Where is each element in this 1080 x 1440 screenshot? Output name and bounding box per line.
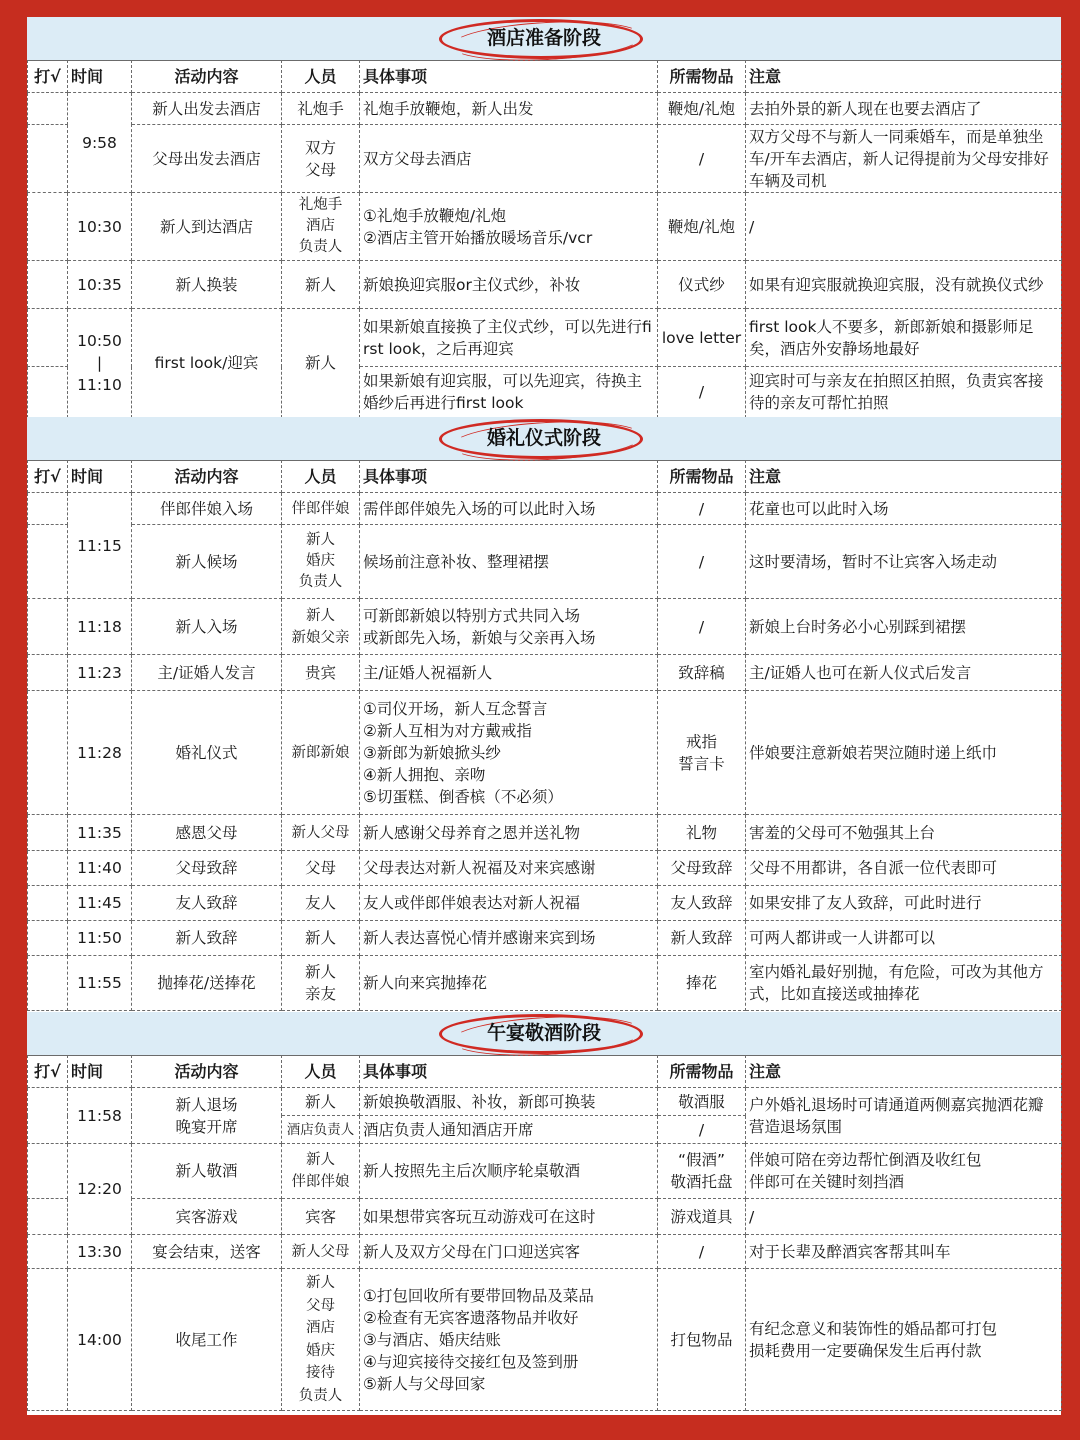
items-cell: 鞭炮/礼炮 [658,93,746,125]
activity-cell: 友人致辞 [132,886,282,921]
time-cell: 13:30 [68,1235,132,1269]
detail-cell: 新娘换迎宾服or主仪式纱，补妆 [360,261,658,309]
header-person: 人员 [282,1056,360,1088]
table-row [28,261,1062,309]
table-row [28,525,1062,599]
note-cell: 主/证婚人也可在新人仪式后发言 [746,655,1062,691]
time-cell: 11:18 [68,599,132,655]
items-cell: 捧花 [658,956,746,1011]
person-cell: 新人 婚庆 负责人 [282,525,360,599]
items-cell: / [658,493,746,525]
detail-cell: 酒店负责人通知酒店开席 [360,1116,658,1144]
activity-cell: first look/迎宾 [132,309,282,418]
activity-cell: 宴会结束，送客 [132,1235,282,1269]
activity-cell: 父母致辞 [132,851,282,886]
detail-cell: 新人及双方父母在门口迎送宾客 [360,1235,658,1269]
note-cell: 父母不用都讲，各自派一位代表即可 [746,851,1062,886]
note-cell: 新娘上台时务必小心别踩到裙摆 [746,599,1062,655]
items-cell: 友人致辞 [658,886,746,921]
table-row [28,691,1062,815]
items-cell: / [658,525,746,599]
person-cell: 新人 [282,309,360,418]
activity-cell: 主/证婚人发言 [132,655,282,691]
person-cell: 友人 [282,886,360,921]
person-cell: 礼炮手 酒店 负责人 [282,193,360,261]
header-activity: 活动内容 [132,461,282,493]
section-title: 午宴敬酒阶段 [486,1022,601,1044]
table-header-row [28,461,1062,493]
checkbox-cell[interactable] [28,655,68,691]
checkbox-cell[interactable] [28,1144,68,1199]
checkbox-cell[interactable] [28,193,68,261]
checkbox-cell[interactable] [28,1269,68,1411]
person-cell: 贵宾 [282,655,360,691]
header-note: 注意 [746,461,1062,493]
detail-cell: 可新郎新娘以特别方式共同入场 或新郎先入场，新娘与父亲再入场 [360,599,658,655]
activity-cell: 新人入场 [132,599,282,655]
table-row [28,193,1062,261]
header-detail: 具体事项 [360,61,658,93]
table-row [28,851,1062,886]
detail-cell: 新人感谢父母养育之恩并送礼物 [360,815,658,851]
items-cell: 致辞稿 [658,655,746,691]
time-cell: 11:40 [68,851,132,886]
table-row [28,599,1062,655]
items-cell: 父母致辞 [658,851,746,886]
detail-cell: ①司仪开场，新人互念誓言 ②新人互相为对方戴戒指 ③新郎为新娘掀头纱 ④新人拥抱、亲吻 ⑤切蛋糕、倒香槟（不必须） [360,691,658,815]
person-cell: 新人 亲友 [282,956,360,1011]
note-cell: / [746,1199,1062,1235]
hotel-stage-table [27,60,1062,418]
person-cell: 父母 [282,851,360,886]
activity-cell: 父母出发去酒店 [132,125,282,193]
items-cell: 鞭炮/礼炮 [658,193,746,261]
items-cell: 打包物品 [658,1269,746,1411]
table-row [28,1199,1062,1235]
checkbox-cell[interactable] [28,1235,68,1269]
note-cell: 花童也可以此时入场 [746,493,1062,525]
note-cell: 如果有迎宾服就换迎宾服，没有就换仪式纱 [746,261,1062,309]
items-cell: 游戏道具 [658,1199,746,1235]
detail-cell: ①礼炮手放鞭炮/礼炮 ②酒店主管开始播放暖场音乐/vcr [360,193,658,261]
table-row [28,1269,1062,1411]
items-cell: / [658,367,746,418]
activity-cell: 新人候场 [132,525,282,599]
time-cell: 11:50 [68,921,132,956]
header-activity: 活动内容 [132,1056,282,1088]
items-cell: 戒指 誓言卡 [658,691,746,815]
person-cell: 新人 伴郎伴娘 [282,1144,360,1199]
detail-cell: 双方父母去酒店 [360,125,658,193]
time-cell: 11:28 [68,691,132,815]
detail-cell: 礼炮手放鞭炮，新人出发 [360,93,658,125]
checkbox-cell[interactable] [28,691,68,815]
time-cell: 11:55 [68,956,132,1011]
person-cell: 酒店负责人 [282,1116,360,1144]
person-cell: 新人 [282,921,360,956]
items-cell: 敬酒服 [658,1088,746,1116]
detail-cell: 如果新娘有迎宾服，可以先迎宾，待换主婚纱后再进行first look [360,367,658,418]
activity-cell: 新人换装 [132,261,282,309]
checkbox-cell[interactable] [28,367,68,418]
note-cell: 户外婚礼退场时可请通道两侧嘉宾抛洒花瓣营造退场氛围 [746,1088,1062,1144]
header-activity: 活动内容 [132,61,282,93]
activity-cell: 宾客游戏 [132,1199,282,1235]
checkbox-cell[interactable] [28,851,68,886]
header-check: 打√ [28,461,68,493]
time-cell: 11:58 [68,1088,132,1144]
activity-cell: 感恩父母 [132,815,282,851]
note-cell: / [746,193,1062,261]
header-items: 所需物品 [658,461,746,493]
time-cell: 10:50 | 11:10 [68,309,132,418]
time-cell: 11:35 [68,815,132,851]
time-cell: 10:35 [68,261,132,309]
detail-cell: 如果新娘直接换了主仪式纱，可以先进行first look，之后再迎宾 [360,309,658,367]
items-cell: “假酒” 敬酒托盘 [658,1144,746,1199]
table-row [28,1088,1062,1116]
note-cell: 这时要清场，暂时不让宾客入场走动 [746,525,1062,599]
note-cell: 可两人都讲或一人讲都可以 [746,921,1062,956]
checkbox-cell[interactable] [28,886,68,921]
header-time: 时间 [68,461,132,493]
header-check: 打√ [28,61,68,93]
checkbox-cell[interactable] [28,309,68,367]
note-cell: 害羞的父母可不勉强其上台 [746,815,1062,851]
checkbox-cell[interactable] [28,525,68,599]
detail-cell: 新人按照先主后次顺序轮桌敬酒 [360,1144,658,1199]
person-cell: 新人 [282,1088,360,1116]
section-band-ceremony [27,417,1061,461]
header-detail: 具体事项 [360,461,658,493]
ceremony-stage-table [27,460,1062,1011]
person-cell: 伴郎伴娘 [282,493,360,525]
note-cell: 对于长辈及醉酒宾客帮其叫车 [746,1235,1062,1269]
items-cell: 礼物 [658,815,746,851]
checkbox-cell[interactable] [28,815,68,851]
header-check: 打√ [28,1056,68,1088]
table-row [28,1235,1062,1269]
person-cell: 新郎新娘 [282,691,360,815]
header-items: 所需物品 [658,61,746,93]
person-cell: 新人父母 [282,815,360,851]
header-person: 人员 [282,461,360,493]
table-row [28,886,1062,921]
table-row [28,1144,1062,1199]
header-person: 人员 [282,61,360,93]
header-note: 注意 [746,1056,1062,1088]
person-cell: 新人父母 [282,1235,360,1269]
items-cell: 新人致辞 [658,921,746,956]
activity-cell: 抛捧花/送捧花 [132,956,282,1011]
table-row [28,655,1062,691]
header-detail: 具体事项 [360,1056,658,1088]
items-cell: / [658,1235,746,1269]
detail-cell: 新人向来宾抛捧花 [360,956,658,1011]
time-cell: 11:15 [68,493,132,599]
note-cell: 伴娘要注意新娘若哭泣随时递上纸巾 [746,691,1062,815]
activity-cell: 伴郎伴娘入场 [132,493,282,525]
schedule-sheet [27,17,1061,1415]
detail-cell: 候场前注意补妆、整理裙摆 [360,525,658,599]
time-cell: 9:58 [68,93,132,193]
person-cell: 新人 父母 酒店 婚庆 接待 负责人 [282,1269,360,1411]
checkbox-cell[interactable] [28,125,68,193]
table-row [28,493,1062,525]
time-cell: 14:00 [68,1269,132,1411]
table-header-row [28,61,1062,93]
time-cell: 11:45 [68,886,132,921]
checkbox-cell[interactable] [28,93,68,125]
detail-cell: 需伴郎伴娘先入场的可以此时入场 [360,493,658,525]
time-cell: 12:20 [68,1144,132,1235]
header-note: 注意 [746,61,1062,93]
note-cell: 去拍外景的新人现在也要去酒店了 [746,93,1062,125]
checkbox-cell[interactable] [28,921,68,956]
items-cell: / [658,599,746,655]
items-cell: / [658,1116,746,1144]
items-cell: / [658,125,746,193]
detail-cell: 主/证婚人祝福新人 [360,655,658,691]
section-title: 酒店准备阶段 [486,27,601,49]
person-cell: 宾客 [282,1199,360,1235]
activity-cell: 收尾工作 [132,1269,282,1411]
note-cell: 有纪念意义和装饰性的婚品都可打包 损耗费用一定要确保发生后再付款 [746,1269,1062,1411]
detail-cell: ①打包回收所有要带回物品及菜品 ②检查有无宾客遗落物品并收好 ③与酒店、婚庆结账 ④与迎宾接待交接红包及签到册 ⑤新人与父母回家 [360,1269,658,1411]
banquet-stage-table [27,1055,1062,1411]
activity-cell: 新人敬酒 [132,1144,282,1199]
detail-cell: 新娘换敬酒服、补妆，新郎可换装 [360,1088,658,1116]
table-row [28,125,1062,193]
checkbox-cell[interactable] [28,599,68,655]
detail-cell: 友人或伴郎伴娘表达对新人祝福 [360,886,658,921]
detail-cell: 父母表达对新人祝福及对来宾感谢 [360,851,658,886]
note-cell: 迎宾时可与亲友在拍照区拍照，负责宾客接待的亲友可帮忙拍照 [746,367,1062,418]
table-header-row [28,1056,1062,1088]
note-cell: first look人不要多，新郎新娘和摄影师足矣，酒店外安静场地最好 [746,309,1062,367]
time-cell: 10:30 [68,193,132,261]
person-cell: 双方 父母 [282,125,360,193]
note-cell: 如果安排了友人致辞，可此时进行 [746,886,1062,921]
activity-cell: 新人退场 晚宴开席 [132,1088,282,1144]
checkbox-cell[interactable] [28,493,68,525]
section-band-banquet [27,1012,1061,1056]
checkbox-cell[interactable] [28,956,68,1011]
person-cell: 礼炮手 [282,93,360,125]
note-cell: 室内婚礼最好别抛，有危险，可改为其他方式，比如直接送或抽捧花 [746,956,1062,1011]
checkbox-cell[interactable] [28,1088,68,1144]
header-time: 时间 [68,1056,132,1088]
note-cell: 双方父母不与新人一同乘婚车，而是单独坐车/开车去酒店，新人记得提前为父母安排好车辆及司机 [746,125,1062,193]
note-cell: 伴娘可陪在旁边帮忙倒酒及收红包 伴郎可在关键时刻挡酒 [746,1144,1062,1199]
table-row [28,309,1062,367]
activity-cell: 新人出发去酒店 [132,93,282,125]
time-cell: 11:23 [68,655,132,691]
items-cell: 仪式纱 [658,261,746,309]
table-row [28,93,1062,125]
person-cell: 新人 新娘父亲 [282,599,360,655]
section-title: 婚礼仪式阶段 [486,427,601,449]
table-row [28,815,1062,851]
person-cell: 新人 [282,261,360,309]
header-time: 时间 [68,61,132,93]
section-band-hotel [27,17,1061,61]
activity-cell: 新人到达酒店 [132,193,282,261]
header-items: 所需物品 [658,1056,746,1088]
detail-cell: 如果想带宾客玩互动游戏可在这时 [360,1199,658,1235]
detail-cell: 新人表达喜悦心情并感谢来宾到场 [360,921,658,956]
items-cell: love letter [658,309,746,367]
activity-cell: 婚礼仪式 [132,691,282,815]
table-row [28,956,1062,1011]
checkbox-cell[interactable] [28,1199,68,1235]
table-row [28,921,1062,956]
checkbox-cell[interactable] [28,261,68,309]
activity-cell: 新人致辞 [132,921,282,956]
